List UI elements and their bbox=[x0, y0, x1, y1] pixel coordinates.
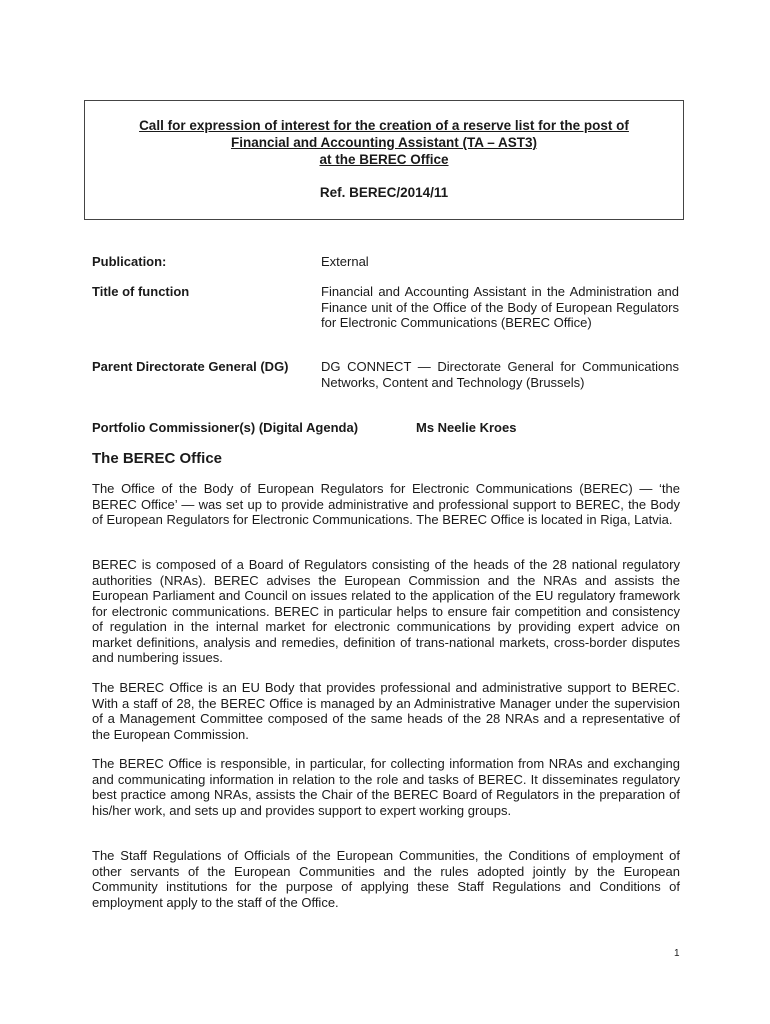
paragraph-3: The BEREC Office is an EU Body that provides professional and administrative support to BEREC. With a staff of 28, the BEREC Office is managed by an Administrative Manager under the supervision of a Management Committee composed of the same heads of the 28 NRAs and a representative of the European Commission. bbox=[92, 680, 680, 742]
paragraph-1: The Office of the Body of European Regulators for Electronic Communications (BEREC) — ‘the BEREC Office’ — was set up to provide administrative and professional support to BEREC, the Body of European Regulators for Electronic Communications. The BEREC Office is located in Riga, Latvia. bbox=[92, 481, 680, 527]
detail-value: External bbox=[321, 254, 369, 269]
portfolio-label: Portfolio Commissioner(s) (Digital Agenda) bbox=[92, 420, 359, 435]
portfolio-value: Ms Neelie Kroes bbox=[416, 420, 517, 435]
detail-label: Title of function bbox=[92, 284, 190, 299]
paragraph-2: BEREC is composed of a Board of Regulators consisting of the heads of the 28 national regulatory authorities (NRAs). BEREC advises the European Commission and the NRAs and assists the European Parliament and Council on issues related to the application of the EU regulatory framework for electronic communications. BEREC in particular helps to ensure fair competition and consistency of regulation in the internal market for electronic communications by providing expert advice on market definitions, analysis and remedies, definition of trans-national markets, cross-border disputes and numbering issues. bbox=[92, 557, 680, 665]
title-line-3: at the BEREC Office bbox=[319, 152, 449, 167]
detail-label: Publication: bbox=[92, 254, 167, 269]
reference-number: Ref. BEREC/2014/11 bbox=[319, 185, 449, 200]
title-block bbox=[85, 117, 683, 168]
detail-value: Financial and Accounting Assistant in the Administration and Finance unit of the Office of the Body of European Regulators for Electronic Communications (BEREC Office) bbox=[321, 284, 679, 330]
section-heading: The BEREC Office bbox=[92, 450, 223, 467]
paragraph-4: The BEREC Office is responsible, in particular, for collecting information from NRAs and exchanging and communicating information in relation to the role and tasks of BEREC. It disseminates regulatory best practice among NRAs, assists the Chair of the BEREC Board of Regulators in the preparation of his/her work, and sets up and provides support to expert working groups. bbox=[92, 756, 680, 818]
page-number: 1 bbox=[674, 948, 680, 959]
detail-value: DG CONNECT — Directorate General for Communications Networks, Content and Technology (Brussels) bbox=[321, 359, 679, 390]
title-line-2: Financial and Accounting Assistant (TA – AST3) bbox=[230, 135, 538, 150]
title-box bbox=[84, 100, 684, 220]
title-line-1: Call for expression of interest for the creation of a reserve list for the post of bbox=[139, 118, 629, 133]
detail-label: Parent Directorate General (DG) bbox=[92, 359, 289, 374]
paragraph-5: The Staff Regulations of Officials of the European Communities, the Conditions of employment of other servants of the European Communities and the rules adopted jointly by the European Community institutions for the purpose of applying these Staff Regulations and Conditions of employment apply to the staff of the Office. bbox=[92, 848, 680, 910]
